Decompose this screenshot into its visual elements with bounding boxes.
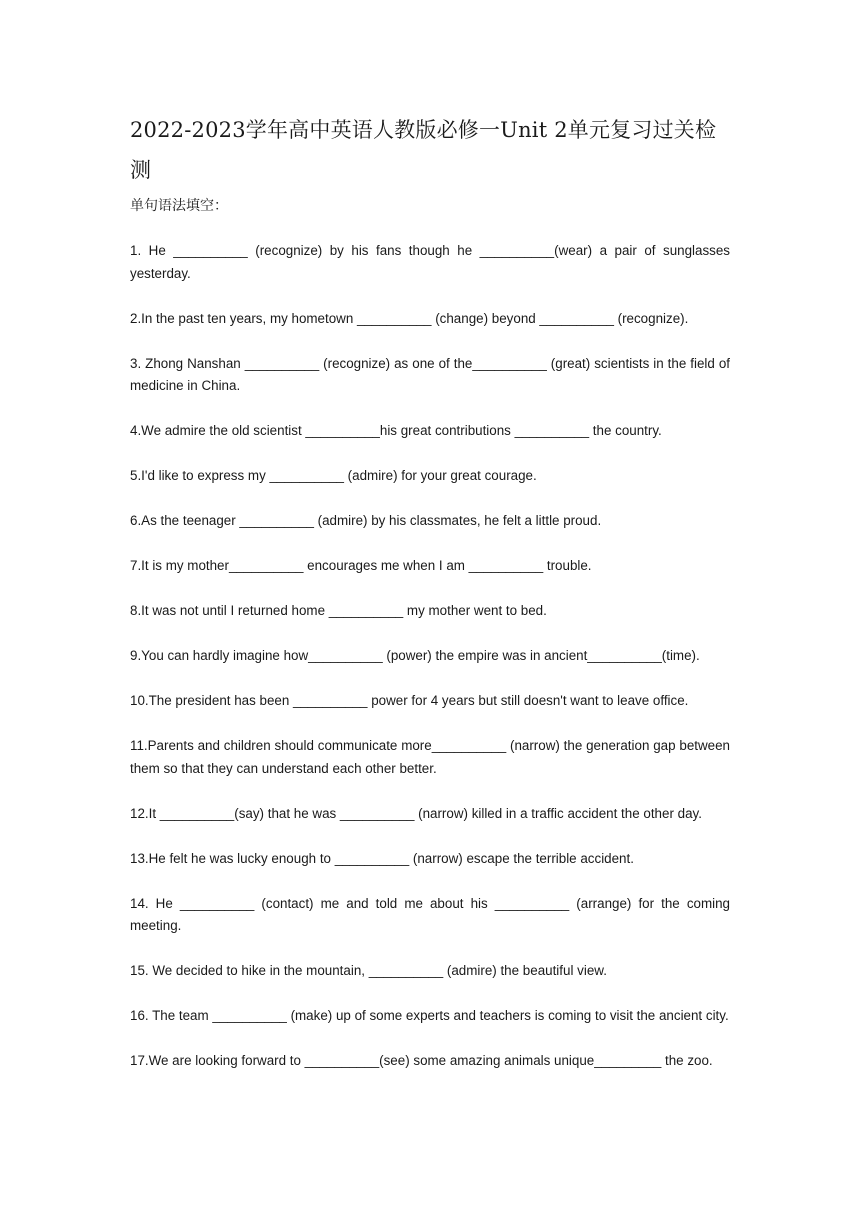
question-item: 11.Parents and children should communicate more__________ (narrow) the generation gap between them so that they can understand each other better. [130,738,730,776]
question-item: 5.I'd like to express my __________ (admire) for your great courage. [130,468,537,483]
question-item: 14. He __________ (contact) me and told me about his __________ (arrange) for the coming meeting. [130,895,730,933]
question-item: 4.We admire the old scientist __________his great contributions __________ the country. [130,423,662,438]
question-item: 7.It is my mother__________ encourages me when I am __________ trouble. [130,558,592,573]
question-item: 1. He __________ (recognize) by his fans though he __________(wear) a pair of sunglasses yesterday. [130,243,730,281]
question-item: 13.He felt he was lucky enough to __________ (narrow) escape the terrible accident. [130,850,634,866]
question-item: 6.As the teenager __________ (admire) by his classmates, he felt a little proud. [130,513,602,528]
question-item: 17.We are looking forward to __________(see) some amazing animals unique_________ the zoo. [130,1053,713,1068]
question-item: 12.It __________(say) that he was __________ (narrow) killed in a traffic accident the other day. [130,805,702,821]
section-label: 单句语法填空： [130,198,228,214]
question-item: 3. Zhong Nanshan __________ (recognize) as one of the__________ (great) scientists in the field of medicine in China. [130,355,730,393]
question-item: 15. We decided to hike in the mountain, __________ (admire) the beautiful view. [130,963,607,978]
question-item: 2.In the past ten years, my hometown __________ (change) beyond __________ (recognize). [130,310,689,326]
question-item: 10.The president has been __________ power for 4 years but still doesn't want to leave office. [130,693,689,708]
question-list [130,240,730,1095]
document-title: 2022-2023学年高中英语人教版必修一Unit 2单元复习过关检测 [130,118,717,182]
question-item: 8.It was not until I returned home __________ my mother went to bed. [130,603,547,618]
question-item: 9.You can hardly imagine how__________ (power) the empire was in ancient__________(time). [130,648,700,663]
question-item: 16. The team __________ (make) up of some experts and teachers is coming to visit the ancient city. [130,1008,729,1023]
